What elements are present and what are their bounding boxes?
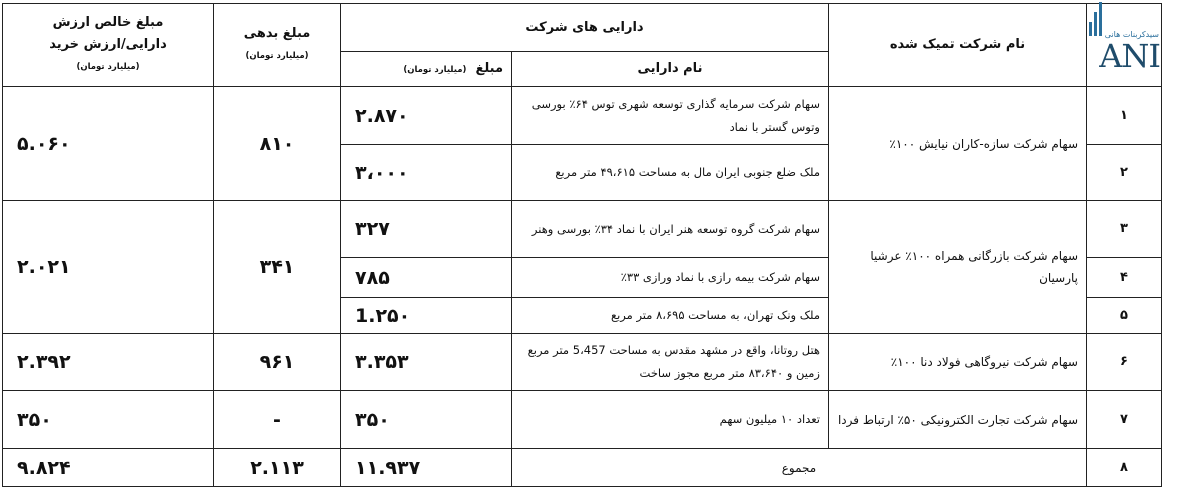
row-index: ۴: [1087, 258, 1162, 298]
amount-header: [341, 52, 512, 87]
asset-amount: ۳.۳۵۳: [341, 334, 512, 391]
company-name: سهام شرکت سازه-کاران نیایش ۱۰۰٪: [829, 87, 1087, 201]
row-index: ۳: [1087, 201, 1162, 258]
row-index: ۱: [1087, 87, 1162, 145]
debt-amount: ۹۶۱: [214, 334, 341, 391]
asset-amount: ۳۵۰: [341, 391, 512, 449]
asset-amount: 1.۲۵۰: [341, 298, 512, 334]
table-row: [3, 334, 1162, 391]
table-row: [3, 201, 1162, 258]
asset-amount: ۳۲۷: [341, 201, 512, 258]
net-value: ۲.۰۲۱: [3, 201, 214, 334]
net-value-header: [3, 4, 214, 87]
row-index: ۲: [1087, 145, 1162, 201]
asset-name: هتل روتانا، واقع در مشهد مقدس به مساحت 5،457 متر مربع زمین و ۸۳،۶۴۰ متر مربع مجوز ساخت: [512, 334, 829, 391]
asset-name: سهام شرکت سرمایه گذاری توسعه شهری توس ۶۴٪ بورسی وتوس گستر با نماد: [512, 87, 829, 145]
total-label: مجموع: [512, 449, 1087, 487]
company-name: سهام شرکت تجارت الکترونیکی ۵۰٪ ارتباط فردا: [829, 391, 1087, 449]
logo-text: ANI: [1099, 36, 1160, 75]
header-row: [3, 4, 1162, 52]
logo-small-text: سیدکربنات هانی: [1104, 29, 1159, 39]
asset-name: ملک ضلع جنوبی ایران مال به مساحت ۴۹،۶۱۵ متر مربع: [512, 145, 829, 201]
debt-header-unit: (میلیارد تومان): [245, 51, 309, 61]
net-value-header-line2: دارایی/ارزش خرید: [49, 37, 167, 52]
asset-amount: ۲.۸۷۰: [341, 87, 512, 145]
amount-header-unit: (میلیارد تومان): [403, 64, 467, 75]
debt-header: [214, 4, 341, 87]
net-value: ۳۵۰: [3, 391, 214, 449]
asset-amount: ۳،۰۰۰: [341, 145, 512, 201]
debt-amount: -: [214, 391, 341, 449]
asset-name: تعداد ۱۰ میلیون سهم: [512, 391, 829, 449]
row-index: ۵: [1087, 298, 1162, 334]
asset-name: سهام شرکت بیمه رازی با نماد ورازی ۳۳٪: [512, 258, 829, 298]
total-debt: ۲.۱۱۳: [214, 449, 341, 487]
total-amount: ۱۱.۹۳۷: [341, 449, 512, 487]
assets-group-header: دارایی های شرکت: [341, 4, 829, 52]
asset-name: سهام شرکت گروه توسعه هنر ایران با نماد ۳۴٪ بورسی وهنر: [512, 201, 829, 258]
logo-cell: [1087, 4, 1162, 87]
company-name: سهام شرکت بازرگانی همراه ۱۰۰٪ عرشیا پارسیان: [829, 201, 1087, 334]
amount-header-label: مبلغ: [475, 60, 503, 76]
asset-amount: ۷۸۵: [341, 258, 512, 298]
debt-header-label: مبلغ بدهی: [243, 26, 311, 41]
debt-amount: ۳۴۱: [214, 201, 341, 334]
table-row: [3, 87, 1162, 145]
company-header: نام شرکت تمیک شده: [829, 4, 1087, 87]
debt-amount: ۸۱۰: [214, 87, 341, 201]
total-index: ۸: [1087, 449, 1162, 487]
asset-name: ملک ونک تهران، به مساحت ۸،۶۹۵ متر مربع: [512, 298, 829, 334]
net-value-header-line1: مبلغ خالص ارزش: [52, 15, 164, 30]
row-index: ۷: [1087, 391, 1162, 449]
total-row: [3, 449, 1162, 487]
net-value: ۵.۰۶۰: [3, 87, 214, 201]
asset-name-header: نام دارایی: [512, 52, 829, 87]
row-index: ۶: [1087, 334, 1162, 391]
holdings-table: [2, 3, 1162, 487]
brand-logo: [1087, 12, 1161, 75]
total-net-value: ۹.۸۲۴: [3, 449, 214, 487]
table-row: [3, 391, 1162, 449]
net-value: ۲.۳۹۲: [3, 334, 214, 391]
company-name: سهام شرکت نیروگاهی فولاد دنا ۱۰۰٪: [829, 334, 1087, 391]
net-value-header-unit: (میلیارد تومان): [76, 62, 140, 72]
